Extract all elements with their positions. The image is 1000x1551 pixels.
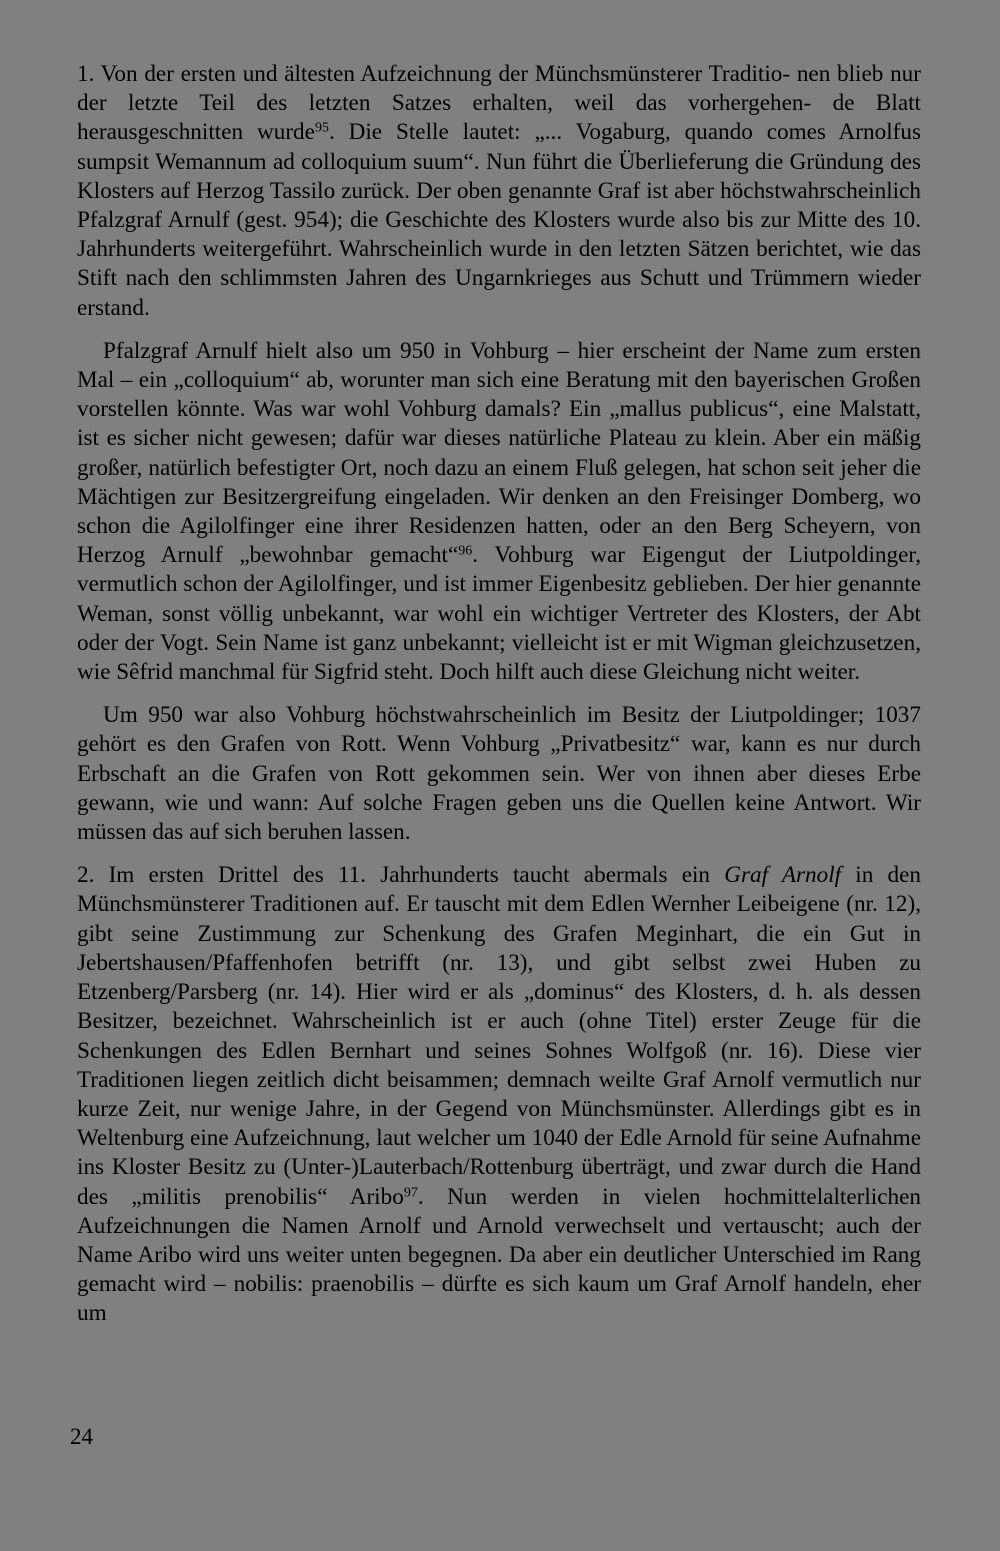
italic-name: Graf Arnolf xyxy=(724,862,842,889)
page-number: 24 xyxy=(70,1424,93,1449)
text-run: in den Münchsmünsterer Traditionen auf. Er tauscht mit dem Edlen Wernher Leibeigene (nr. 12), gibt seine Zustimmung zur Schenkung des Grafen Meginhart, die ein Gut in Jebertshausen/Pfaffenhofen betrifft (nr. 13), und gibt selbst zwei Huben zu Etzenberg/Parsberg (nr. 14). Hier wird er als „dominus“ des Klosters, d. h. als dessen Besitzer, bezeichnet. Wahrscheinlich ist er auch (ohne Titel) erster Zeuge für die Schenkungen des Edlen Bernhart und seines Sohnes Wolfgoß (nr. 16). Diese vier Traditionen liegen zeitlich dicht beisammen; demnach weilte Graf Arnolf vermutlich nur kurze Zeit, nur wenige Jahre, in der Gegend von Münchsmünster. Allerdings gibt es in Weltenburg eine Aufzeichnung, laut welcher um 1040 der Edle Arnold für seine Aufnahme ins Kloster Besitz zu (Unter-)Lauterbach/Rottenburg überträgt, und zwar durch die Hand des „militis prenobilis“ Aribo xyxy=(77,862,922,1210)
text-run: . Die Stelle lautet: „... Vogaburg, quando comes Arnolfus sumpsit Wemannum ad colloquium suum“. Nun führt die Überlieferung die Gründung des Klosters auf Herzog Tassilo zurück. Der oben genannte Graf ist aber höchstwahrscheinlich Pfalzgraf Arnulf (gest. 954); die Geschichte des Klosters wurde also bis zur Mitte des 10. Jahrhunderts weitergeführt. Wahrscheinlich wurde in den letzten Sätzen berichtet, wie das Stift nach den schlimmsten Jahren des Ungarnkrieges aus Schutt und Trümmern wieder erstand. xyxy=(77,119,921,321)
document-page xyxy=(77,60,921,1329)
text-run: . Vohburg war Eigengut der Liutpoldinger, vermutlich schon der Agilolfinger, und ist immer Eigenbesitz geblieben. Der hier genannte Weman, sonst völlig unbekannt, war wohl ein wichtiger Vertreter des Klosters, der Abt oder der Vogt. Sein Name ist ganz unbekannt; vielleicht ist er mit Wigman gleichzusetzen, wie Sêfrid manchmal für Sigfrid steht. Doch hilft auch diese Gleichung nicht weiter. xyxy=(77,542,921,686)
text-run: de Blatt herausgeschnitten wurde xyxy=(77,90,922,146)
text-run: Um 950 war also Vohburg höchstwahrscheinlich im Besitz der Liutpoldinger; 1037 gehört es den Grafen von Rott. Wenn Vohburg „Privatbesitz“ war, kann es nur durch Erbschaft an die Grafen von Rott gekommen sein. Wer von ihnen aber dieses Erbe gewann, wie und wann: Auf solche Fragen geben uns die Quellen keine Antwort. Wir müssen das auf sich beruhen lassen. xyxy=(77,702,921,846)
footnote-marker-97: 97 xyxy=(403,1184,418,1200)
paragraph-2 xyxy=(77,337,921,687)
paragraph-4 xyxy=(77,861,921,1328)
text-run: nen blieb nur der letzte Teil des letzten Satzes erhalten, weil das vorhergehen- xyxy=(77,61,921,117)
text-run: 1. Von der ersten und ältesten Aufzeichnung der Münchsmünsterer Traditio- xyxy=(77,61,791,87)
paragraph-3 xyxy=(77,701,921,847)
text-run: 2. Im ersten Drittel des 11. Jahrhunderts taucht abermals ein xyxy=(77,862,725,889)
footnote-marker-95: 95 xyxy=(314,120,329,136)
paragraph-1 xyxy=(77,60,921,323)
footnote-marker-96: 96 xyxy=(458,543,473,559)
text-run: Pfalzgraf Arnulf hielt also um 950 in Vohburg – hier erscheint der Name zum ersten Mal – ein „colloquium“ ab, worunter man sich eine Beratung mit den bayerischen Großen vorstellen könnte. Was war wohl Vohburg damals? Ein „mallus publicus“, eine Malstatt, ist es sicher nicht gewesen; dafür war dieses natürliche Plateau zu klein. Aber ein mäßig großer, natürlich befestigter Ort, noch dazu an einem Fluß gelegen, hat schon seit jeher die Mächtigen zur Besitzergreifung eingeladen. Wir denken an den Freisinger Domberg, wo schon die Agilolfinger eine ihrer Residenzen hatten, oder an den Berg Scheyern, von Herzog Arnulf „bewohnbar gemacht“ xyxy=(77,337,921,569)
text-run: . Nun werden in vielen hochmittelalterlichen Aufzeichnungen die Namen Arnolf und Arnold verwechselt und vertauscht; auch der Name Aribo wird uns weiter unten begegnen. Da aber ein deutlicher Unterschied im Rang gemacht wird – nobilis: praenobilis – dürfte es sich kaum um Graf Arnolf handeln, eher um xyxy=(77,1183,921,1327)
